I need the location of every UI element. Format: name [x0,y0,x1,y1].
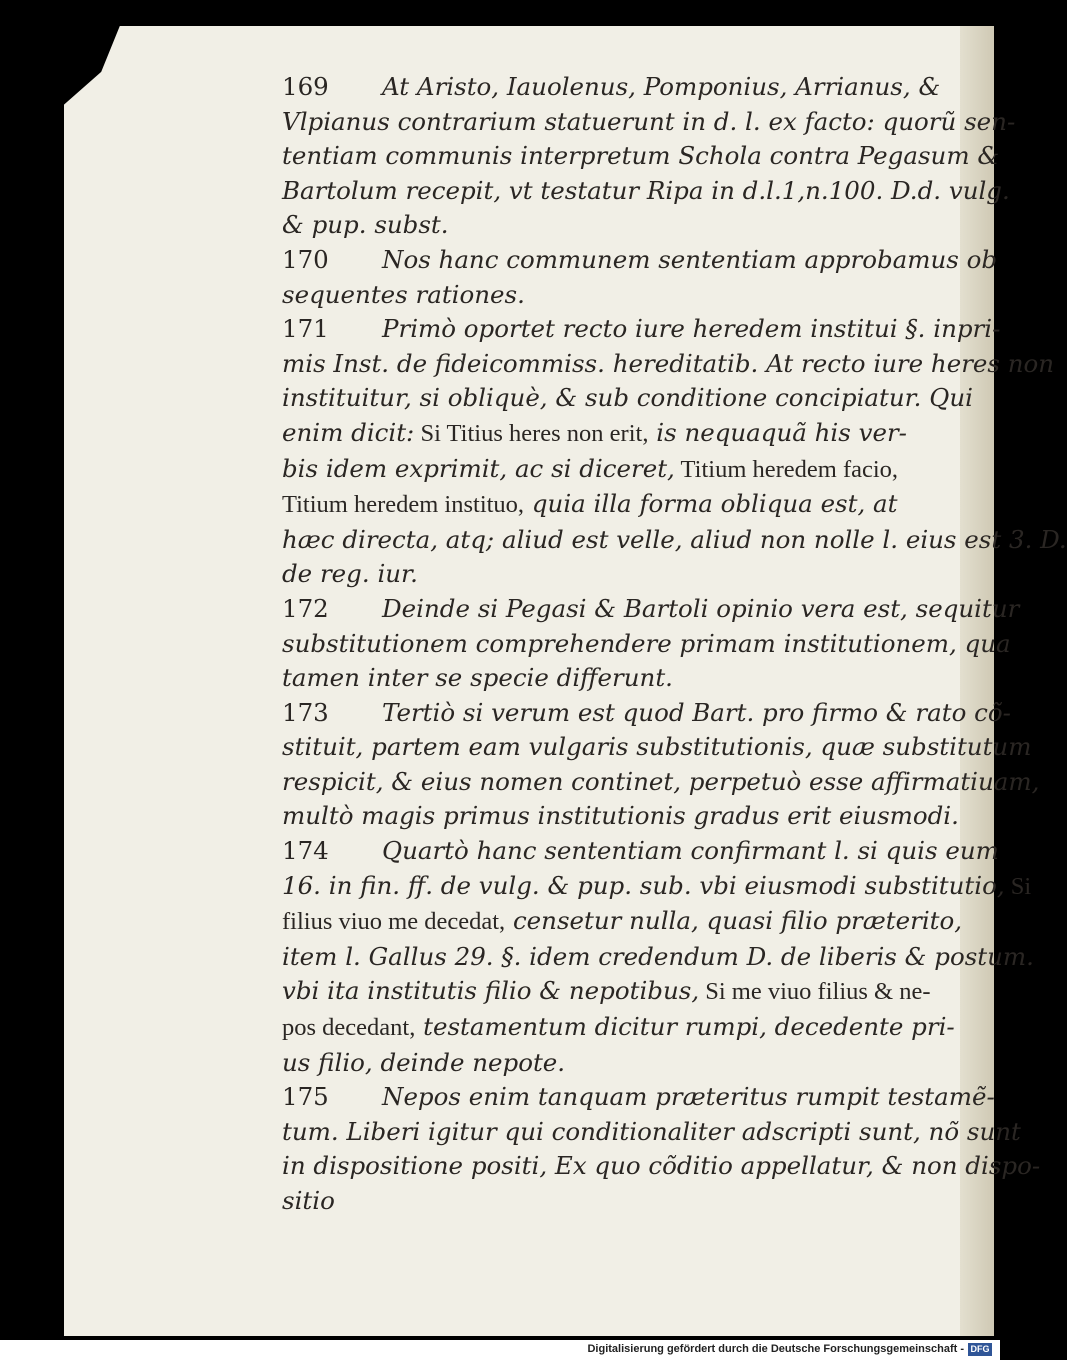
text-line [282,869,1032,905]
text-line [282,904,963,940]
text-line [282,765,1040,800]
line-text-after: censetur nulla, quasi filio præterito, [505,906,963,936]
line-text: tum. Liberi igitur qui conditionaliter adscripti sunt, nõ sunt [282,1116,1021,1146]
line-text: sitio [282,1186,335,1215]
line-roman-text: Si Titius heres non erit, [414,419,649,447]
line-text: multò magis primus institutionis gradus erit eiusmodi. [282,801,959,831]
line-roman-text: Titium heredem instituo, [282,491,525,519]
text-line [282,1046,942,1081]
text-line [282,974,942,1010]
text-line [282,1115,1021,1150]
text-line [282,487,942,523]
text-line [282,243,998,278]
line-text: instituitur, si obliquè, & sub conditione concipiatur. Qui [282,383,973,413]
text-line [282,696,1011,731]
line-text: mis Inst. de fideicommiss. hereditatib. At recto iure heres non [282,348,1055,378]
line-text: Bartolum recepit, vt testatur Ripa in d.l.1,n.100. D.d. vulg. [282,175,1010,205]
text-line [282,105,1016,140]
text-line [282,834,999,869]
text-line [282,347,1055,382]
paragraph-number: 169 [282,72,329,101]
line-text: Quartò hanc sententiam confirmant l. si quis eum [382,836,999,866]
text-line [282,381,973,416]
text-line [282,208,942,243]
line-text: respicit, & eius nomen continet, perpetuò esse affirmatiuam, [282,766,1040,796]
text-line [282,661,942,696]
text-line [282,523,1067,558]
text-line [282,416,942,452]
line-text: Vlpianus contrarium statuerunt in d. l. ex facto: quorũ sen- [282,106,1016,136]
line-text: Tertiò si verum est quod Bart. pro firmo & rato cõ- [382,697,1011,727]
paragraph-number: 173 [282,697,329,727]
text-line [282,592,1020,627]
line-text: vbi ita institutis filio & nepotibus, [282,976,700,1006]
text-line [282,312,1001,347]
line-roman-text: Titium heredem facio, [674,455,899,483]
line-text: substitutionem comprehendere primam institutionem, qua [282,628,1011,658]
line-text: hæc directa, atq; aliud est velle, aliud non nolle l. eius est 3. D. [282,524,1067,554]
text-line [282,278,942,313]
line-text: in dispositione positi, Ex quo cõditio appellatur, & non dispo- [282,1151,1041,1181]
text-line [282,1010,955,1046]
text-line [282,174,1010,209]
text-line [282,799,959,834]
line-roman-text: Si [1004,872,1032,900]
paragraph-number: 175 [282,1082,329,1112]
paragraph-number: 174 [282,836,329,866]
line-text: Nepos enim tanquam præteritus rumpit testamẽ- [382,1082,995,1112]
line-text: us filio, deinde nepote. [282,1047,566,1077]
page-text [282,70,1067,1219]
paragraph-number: 170 [282,244,329,274]
text-line [282,557,942,592]
line-text: de reg. iur. [282,559,418,589]
line-text-after: is nequaquã his ver- [648,417,907,447]
line-text: enim dicit: [282,417,415,447]
text-line [282,1149,1041,1184]
line-roman-text: pos decedant, [282,1014,416,1042]
text-line [282,627,1011,662]
line-text: & pup. subst. [282,210,449,240]
text-line [282,70,942,105]
line-text: At Aristo, Iauolenus, Pomponius, Arrianus, & [382,72,941,101]
text-line [282,730,1032,765]
line-text: Nos hanc communem sententiam approbamus ob [382,244,998,274]
text-line [282,940,1034,975]
footer-bar [0,1340,1000,1360]
text-line [282,1080,995,1115]
line-text-after: testamentum dicitur rumpi, decedente pri- [415,1012,955,1042]
text-line [282,1184,942,1219]
line-text: Primò oportet recto iure heredem institui §. inpri- [382,314,1001,344]
line-roman-text: Si me viuo filius & ne- [699,978,931,1006]
text-line [282,139,1000,174]
line-text: stituit, partem eam vulgaris substitutionis, quæ substitutum [282,732,1032,762]
footer-credit: Digitalisierung gefördert durch die Deutsche Forschungsgemeinschaft - [587,1343,964,1355]
line-text: tamen inter se specie differunt. [282,663,673,693]
dfg-logo: DFG [968,1343,992,1356]
line-text: Deinde si Pegasi & Bartoli opinio vera est, sequitur [382,593,1020,623]
line-text-after: quia illa forma obliqua est, at [524,489,898,519]
paragraph-number: 172 [282,593,329,623]
paragraph-number: 171 [282,314,329,344]
line-text: tentiam communis interpretum Schola contra Pegasum & [282,141,1000,171]
line-text: sequentes rationes. [282,279,525,309]
line-text: bis idem exprimit, ac si diceret, [282,453,675,483]
line-roman-text: filius viuo me decedat, [282,908,506,936]
line-text: item l. Gallus 29. §. idem credendum D. de liberis & postum. [282,941,1034,971]
line-text: 16. in fin. ff. de vulg. & pup. sub. vbi eiusmodi substitutio, [282,870,1005,900]
text-line [282,452,942,488]
